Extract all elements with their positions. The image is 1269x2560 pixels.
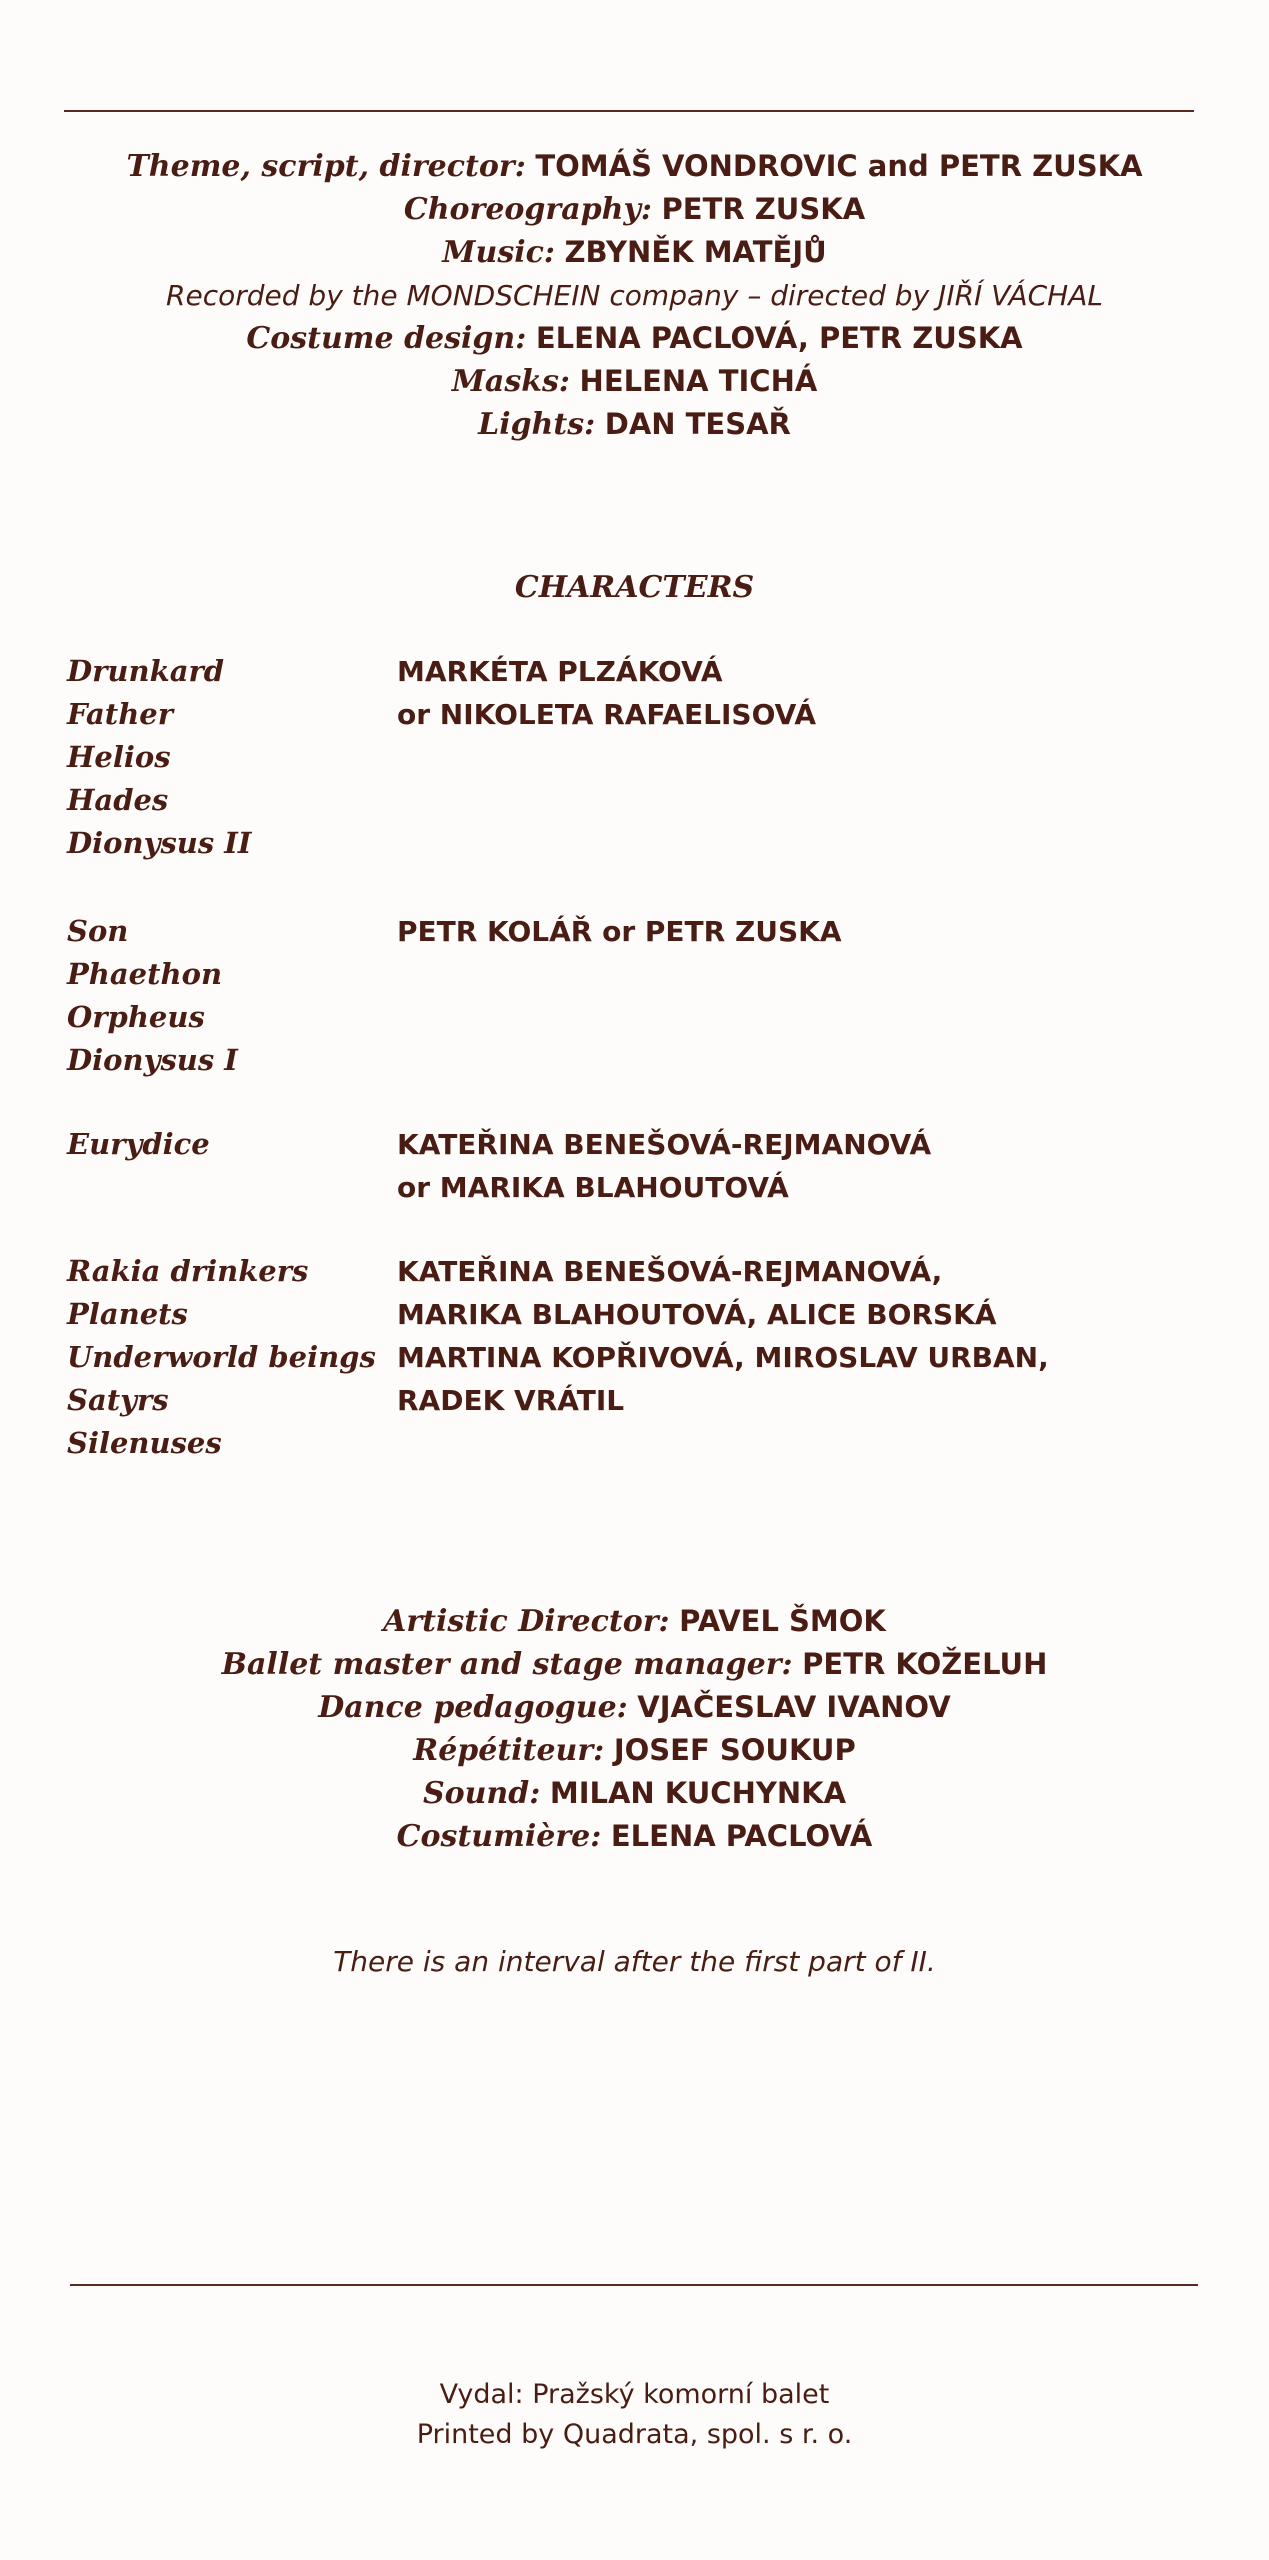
- top-divider: [64, 110, 1194, 112]
- credit-label: Music:: [442, 235, 555, 270]
- bottom-divider: [70, 2284, 1198, 2286]
- staff-line: [0, 1600, 1269, 1643]
- role-name: Phaethon: [67, 957, 223, 991]
- footer: [0, 2375, 1269, 2455]
- credit-line: [0, 403, 1269, 446]
- credit-line: [0, 317, 1269, 360]
- credit-value: PETR ZUSKA: [661, 192, 866, 226]
- publisher-line: Vydal: Pražský komorní balet: [439, 2379, 830, 2410]
- role-name: Satyrs: [67, 1383, 169, 1417]
- actor-list: [397, 1250, 1197, 1422]
- credits-block: [0, 145, 1269, 446]
- staff-label: Costumière:: [396, 1819, 602, 1854]
- credit-line: [0, 145, 1269, 188]
- staff-value: PETR KOŽELUH: [802, 1647, 1048, 1681]
- staff-line: [0, 1815, 1269, 1858]
- staff-line: [0, 1686, 1269, 1729]
- credit-value: ELENA PACLOVÁ, PETR ZUSKA: [535, 321, 1023, 355]
- actor-name: or MARIKA BLAHOUTOVÁ: [397, 1171, 789, 1204]
- staff-label: Ballet master and stage manager:: [221, 1647, 793, 1682]
- actor-list: [397, 650, 1197, 736]
- staff-line: [0, 1729, 1269, 1772]
- staff-label: Sound:: [422, 1776, 541, 1811]
- role-list: [67, 1123, 392, 1166]
- role-name: Planets: [67, 1297, 188, 1331]
- role-name: Dionysus I: [67, 1043, 238, 1077]
- actor-list: [397, 1123, 1197, 1209]
- staff-block: [0, 1600, 1269, 1858]
- role-list: [67, 1250, 392, 1465]
- role-name: Underworld beings: [67, 1340, 376, 1374]
- interval-note: There is an interval after the first part of II.: [333, 1945, 936, 1978]
- actor-name: KATEŘINA BENEŠOVÁ-REJMANOVÁ,: [397, 1255, 943, 1288]
- credit-label: Costume design:: [246, 321, 527, 356]
- role-name: Son: [67, 914, 129, 948]
- actor-list: [397, 910, 1197, 953]
- credit-label: Choreography:: [403, 192, 652, 227]
- role-name: Rakia drinkers: [67, 1254, 309, 1288]
- role-list: [67, 910, 392, 1082]
- role-name: Helios: [67, 740, 171, 774]
- role-name: Father: [67, 697, 174, 731]
- staff-value: JOSEF SOUKUP: [613, 1733, 856, 1767]
- credit-label: Lights:: [478, 407, 596, 442]
- staff-value: MILAN KUCHYNKA: [549, 1776, 847, 1810]
- staff-value: VJAČESLAV IVANOV: [637, 1690, 951, 1724]
- role-name: Orpheus: [67, 1000, 205, 1034]
- printer-line: Printed by Quadrata, spol. s r. o.: [416, 2419, 853, 2450]
- credit-value: ZBYNĚK MATĚJŮ: [564, 235, 827, 269]
- staff-label: Artistic Director:: [383, 1604, 670, 1639]
- staff-line: [0, 1643, 1269, 1686]
- role-name: Drunkard: [67, 654, 225, 688]
- role-name: Eurydice: [67, 1127, 210, 1161]
- staff-line: [0, 1772, 1269, 1815]
- actor-name: or NIKOLETA RAFAELISOVÁ: [397, 698, 817, 731]
- role-name: Dionysus II: [67, 826, 252, 860]
- actor-name: MARKÉTA PLZÁKOVÁ: [397, 655, 723, 688]
- role-name: Hades: [67, 783, 169, 817]
- credit-value: TOMÁŠ VONDROVIC and PETR ZUSKA: [535, 149, 1143, 183]
- recorded-line: Recorded by the MONDSCHEIN company – directed by JIŘÍ VÁCHAL: [166, 279, 1103, 312]
- credit-line: [0, 360, 1269, 403]
- credit-line: [0, 231, 1269, 274]
- credit-value: DAN TESAŘ: [604, 407, 791, 441]
- staff-value: ELENA PACLOVÁ: [610, 1819, 873, 1853]
- credit-label: Masks:: [451, 364, 570, 399]
- actor-name: MARIKA BLAHOUTOVÁ, ALICE BORSKÁ: [397, 1298, 997, 1331]
- actor-name: RADEK VRÁTIL: [397, 1384, 625, 1417]
- staff-value: PAVEL ŠMOK: [679, 1604, 886, 1638]
- actor-name: KATEŘINA BENEŠOVÁ-REJMANOVÁ: [397, 1128, 932, 1161]
- staff-label: Dance pedagogue:: [318, 1690, 628, 1725]
- credit-value: HELENA TICHÁ: [579, 364, 818, 398]
- role-name: Silenuses: [67, 1426, 222, 1460]
- characters-heading: CHARACTERS: [514, 570, 755, 605]
- actor-name: PETR KOLÁŘ or PETR ZUSKA: [397, 915, 842, 948]
- role-list: [67, 650, 392, 865]
- credit-label: Theme, script, director:: [126, 149, 526, 184]
- staff-label: Répétiteur:: [413, 1733, 605, 1768]
- actor-name: MARTINA KOPŘIVOVÁ, MIROSLAV URBAN,: [397, 1341, 1049, 1374]
- credit-line: [0, 188, 1269, 231]
